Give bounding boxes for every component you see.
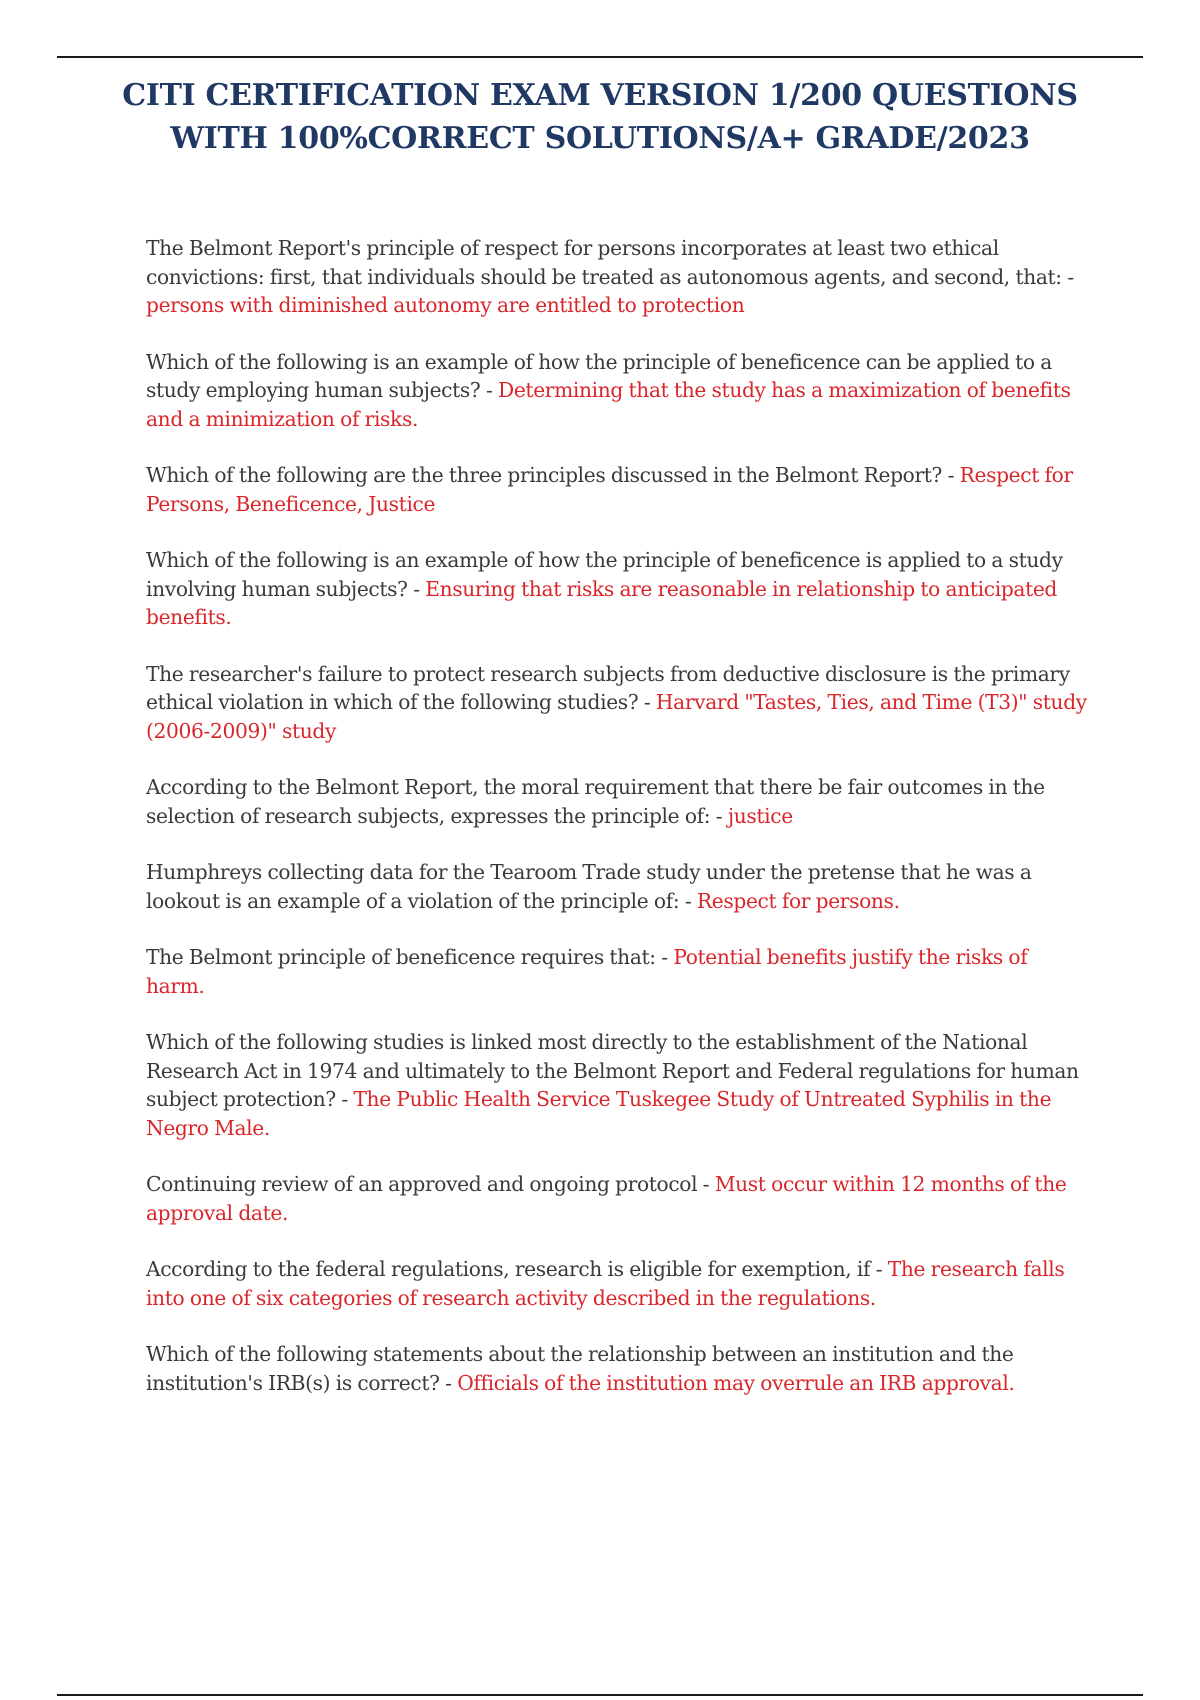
qa-separator: - — [407, 576, 426, 601]
question-text: Which of the following is an example of how the principle of beneficence is applied to a study involving human subjects? — [146, 548, 1063, 601]
title-line-2: WITH 100%CORRECT SOLUTIONS/A+ GRADE/2023 — [170, 121, 1030, 156]
answer-text: Must occur within 12 months of the approval date. — [146, 1172, 1067, 1225]
qa-item — [146, 858, 1090, 915]
qa-item — [146, 234, 1090, 320]
qa-item — [146, 546, 1090, 632]
question-text: Which of the following studies is linked most directly to the establishment of the National Research Act in 1974 and ultimately to the Belmont Report and Federal regulations for human subject protection? — [146, 1030, 1079, 1111]
qa-item — [146, 1255, 1090, 1312]
qa-separator: - — [870, 1257, 888, 1281]
answer-text: Potential benefits justify the risks of harm. — [146, 945, 1028, 998]
question-text: Which of the following is an example of how the principle of beneficence can be applied to a study employing human subjects? — [146, 349, 1052, 402]
qa-item — [146, 1028, 1090, 1142]
qa-item — [146, 1340, 1090, 1397]
qa-item — [146, 660, 1090, 746]
question-answer-list — [146, 234, 1090, 1425]
answer-text: persons with diminished autonomy are entitled to protection — [146, 293, 745, 317]
document-title — [100, 74, 1100, 160]
question-text: The researcher's failure to protect research subjects from deductive disclosure is the primary ethical violation in which of the following studies? — [146, 661, 1070, 714]
question-text: According to the Belmont Report, the moral requirement that there be fair outcomes in the selection of research subjects, expresses the principle of: — [146, 775, 1045, 828]
answer-text: Officials of the institution may overrule an IRB approval. — [457, 1370, 1015, 1395]
answer-text: Harvard "Tastes, Ties, and Time (T3)" study (2006-2009)" study — [146, 690, 1087, 743]
qa-separator: - — [697, 1172, 715, 1196]
top-rule — [57, 56, 1143, 58]
answer-text: Respect for persons. — [696, 888, 900, 913]
qa-item — [146, 348, 1090, 434]
question-text: Which of the following statements about the relationship between an institution and the institution's IRB(s) is correct? — [146, 1342, 1014, 1395]
qa-item — [146, 773, 1090, 830]
qa-separator: - — [638, 690, 656, 714]
answer-text: justice — [727, 803, 793, 828]
answer-text: Determining that the study has a maximization of benefits and a minimization of risks. — [146, 378, 1071, 431]
answer-text: Ensuring that risks are reasonable in relationship to anticipated benefits. — [146, 576, 1058, 629]
qa-item — [146, 943, 1090, 1000]
qa-separator: - — [942, 463, 960, 487]
question-text: Humphreys collecting data for the Tearoom Trade study under the pretense that he was a lookout is an example of a violation of the principle of: — [146, 860, 1032, 913]
question-text: According to the federal regulations, research is eligible for exemption, if — [146, 1257, 871, 1281]
question-text: The Belmont principle of beneficence requires that: — [146, 945, 656, 969]
qa-separator: - — [335, 1087, 354, 1111]
question-text: Which of the following are the three principles discussed in the Belmont Report? — [146, 463, 943, 487]
question-text: Continuing review of an approved and ongoing protocol — [146, 1172, 698, 1196]
bottom-rule — [57, 1694, 1143, 1696]
title-line-1: CITI CERTIFICATION EXAM VERSION 1/200 QUESTIONS — [122, 78, 1078, 113]
qa-separator: - — [439, 1370, 458, 1395]
answer-text: The Public Health Service Tuskegee Study of Untreated Syphilis in the Negro Male. — [146, 1087, 1052, 1140]
qa-separator: - — [655, 945, 674, 969]
qa-separator: - — [1061, 264, 1074, 289]
qa-separator: - — [710, 803, 728, 828]
qa-separator: - — [679, 888, 697, 913]
qa-separator: - — [480, 378, 498, 402]
qa-item — [146, 461, 1090, 518]
qa-item — [146, 1170, 1090, 1227]
question-text: The Belmont Report's principle of respect for persons incorporates at least two ethical convictions: first, that individuals should be treated as autonomous agents, and second, that: — [146, 236, 1062, 289]
answer-text: The research falls into one of six categories of research activity described in the regulations. — [146, 1257, 1065, 1310]
answer-text: Respect for Persons, Beneficence, Justice — [146, 463, 1073, 516]
